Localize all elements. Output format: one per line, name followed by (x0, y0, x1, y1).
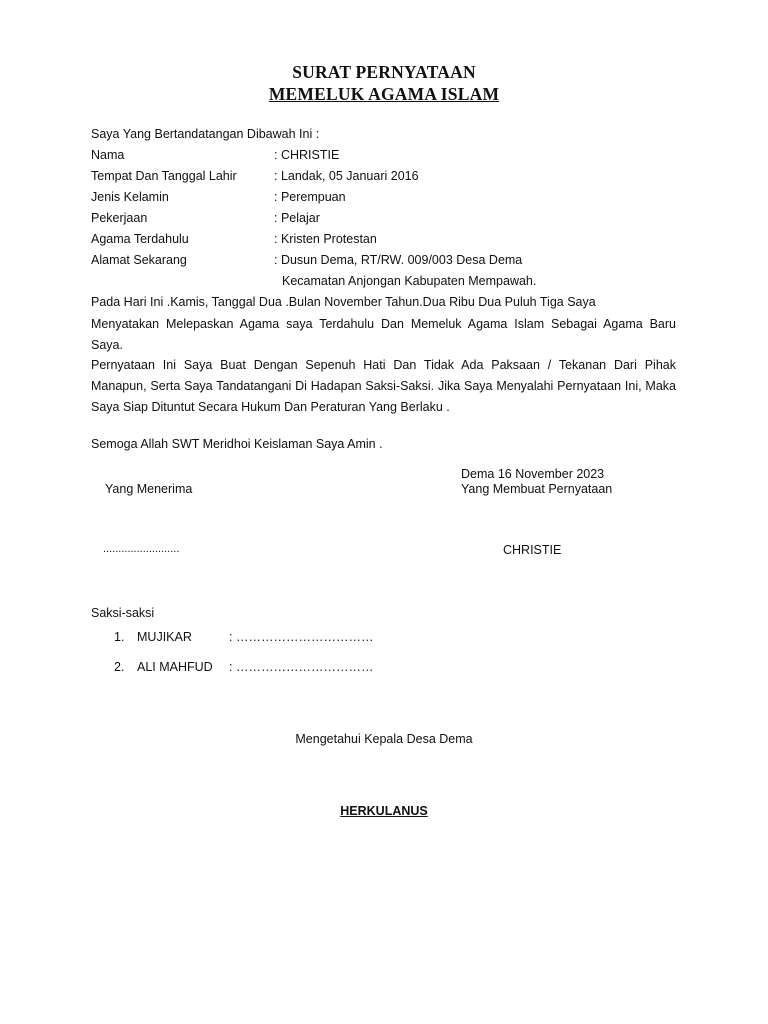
witness-1-signature-line: : …………………………… (229, 630, 374, 644)
maker-label: Yang Membuat Pernyataan (461, 482, 613, 496)
village-head-name (0, 804, 768, 818)
village-head-name-text: HERKULANUS (340, 804, 428, 818)
witness-2-signature-line: : …………………………… (229, 660, 374, 674)
field-value-gender: : Perempuan (274, 190, 346, 204)
field-label-name: Nama (91, 148, 125, 162)
field-value-occupation: : Pelajar (274, 211, 320, 225)
body-paragraph-1-line-3: Saya. (91, 338, 123, 352)
field-value-address-continued: Kecamatan Anjongan Kabupaten Mempawah. (282, 274, 537, 288)
closing-prayer: Semoga Allah SWT Meridhoi Keislaman Saya Amin . (91, 437, 383, 451)
witness-1-number: 1. (114, 630, 125, 644)
field-value-address: : Dusun Dema, RT/RW. 009/003 Desa Dema (274, 253, 523, 267)
field-value-previous-religion: : Kristen Protestan (274, 232, 377, 246)
body-paragraph-2-line-2: Manapun, Serta Saya Tandatangani Di Hadapan Saksi-Saksi. Jika Saya Menyalahi Pernyataan Ini, Maka (91, 379, 676, 393)
receiver-signature-line: ......................... (103, 543, 180, 555)
intro-text: Saya Yang Bertandatangan Dibawah Ini : (91, 127, 320, 141)
maker-name: CHRISTIE (503, 543, 562, 557)
field-label-previous-religion: Agama Terdahulu (91, 232, 189, 246)
witness-2-number: 2. (114, 660, 125, 674)
receiver-label: Yang Menerima (105, 482, 193, 496)
acknowledgement-label: Mengetahui Kepala Desa Dema (295, 732, 473, 746)
document-subtitle: MEMELUK AGAMA ISLAM (268, 84, 500, 104)
witness-1-name: MUJIKAR (137, 630, 192, 644)
field-value-birth: : Landak, 05 Januari 2016 (274, 169, 419, 183)
field-label-address: Alamat Sekarang (91, 253, 187, 267)
field-label-birth: Tempat Dan Tanggal Lahir (91, 169, 237, 183)
body-paragraph-1-line-1: Pada Hari Ini .Kamis, Tanggal Dua .Bulan November Tahun.Dua Ribu Dua Puluh Tiga Saya (91, 295, 596, 309)
field-label-occupation: Pekerjaan (91, 211, 148, 225)
place-date: Dema 16 November 2023 (461, 467, 605, 481)
body-paragraph-1-line-2: Menyatakan Melepaskan Agama saya Terdahulu Dan Memeluk Agama Islam Sebagai Agama Baru (91, 317, 676, 331)
field-label-gender: Jenis Kelamin (91, 190, 169, 204)
field-value-name: : CHRISTIE (274, 148, 340, 162)
document-title: SURAT PERNYATAAN (292, 62, 476, 82)
body-paragraph-2-line-3: Saya Siap Dituntut Secara Hukum Dan Peraturan Yang Berlaku . (91, 400, 450, 414)
body-paragraph-2-line-1: Pernyataan Ini Saya Buat Dengan Sepenuh Hati Dan Tidak Ada Paksaan / Tekanan Dari Pihak (91, 358, 676, 372)
witness-2-name: ALI MAHFUD (137, 660, 213, 674)
witnesses-heading: Saksi-saksi (91, 606, 155, 620)
